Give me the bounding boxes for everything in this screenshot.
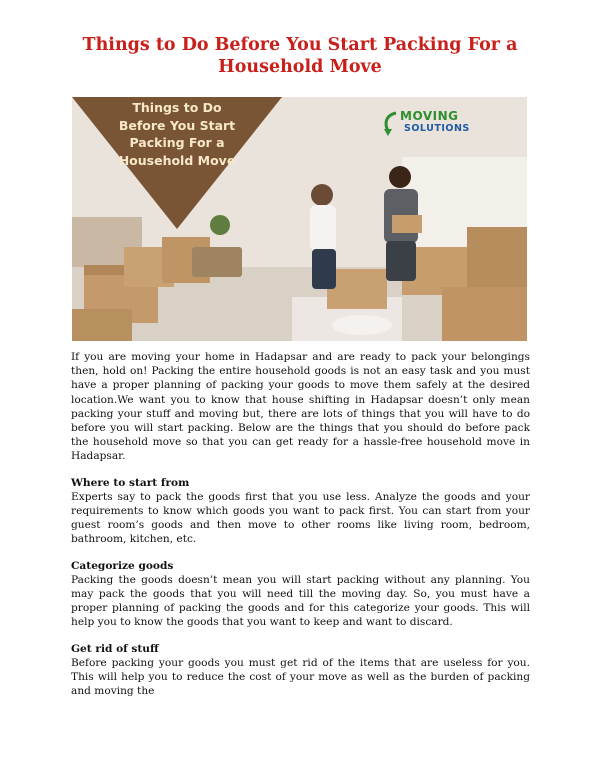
- article-body: [71, 350, 530, 710]
- intro-paragraph: If you are moving your home in Hadapsar and are ready to pack your belongings then, hold on! Packing the entire household goods is not an easy task and you must have a proper planning of packing your goods to move them safely at the desired location.We want you to know that house shifting in Hadapsar doesn’t only mean packing your stuff and moving but, there are lots of things that you will have to do before you will start packing. Below are the things that you should do before pack the household move so that you can get ready for a hassle-free household move in Hadapsar.: [71, 351, 530, 463]
- banner-text: Things to Do Before You Start Packing For a Household Move: [118, 100, 236, 168]
- document-title: Things to Do Before You Start Packing For a Household Move: [82, 35, 518, 77]
- logo-arrow-icon: [382, 111, 400, 137]
- hero-image: [72, 97, 527, 341]
- section-heading: Categorize goods: [71, 559, 174, 572]
- section-heading: Get rid of stuff: [71, 642, 159, 655]
- section-text: Packing the goods doesn’t mean you will start packing without any planning. You may pack the goods that you will need till the moving day. So, you must have a proper planning of packing the goods and for this categorize your goods. This will help you to know the goods that you want to keep and want to discard.: [71, 573, 530, 629]
- logo-line-2: SOLUTIONS: [404, 123, 470, 134]
- section-text: Experts say to pack the goods first that you use less. Analyze the goods and your requirements to know which goods you want to pack first. You can start from your guest room’s goods and then move to other rooms like living room, bedroom, bathroom, kitchen, etc.: [71, 490, 530, 546]
- logo-line-1: MOVING: [400, 109, 459, 123]
- section-text: Before packing your goods you must get rid of the items that are useless for you. This will help you to reduce the cost of your move as well as the burden of packing and moving the: [71, 656, 530, 698]
- section-heading: Where to start from: [71, 476, 190, 489]
- moving-solutions-logo: [382, 109, 494, 139]
